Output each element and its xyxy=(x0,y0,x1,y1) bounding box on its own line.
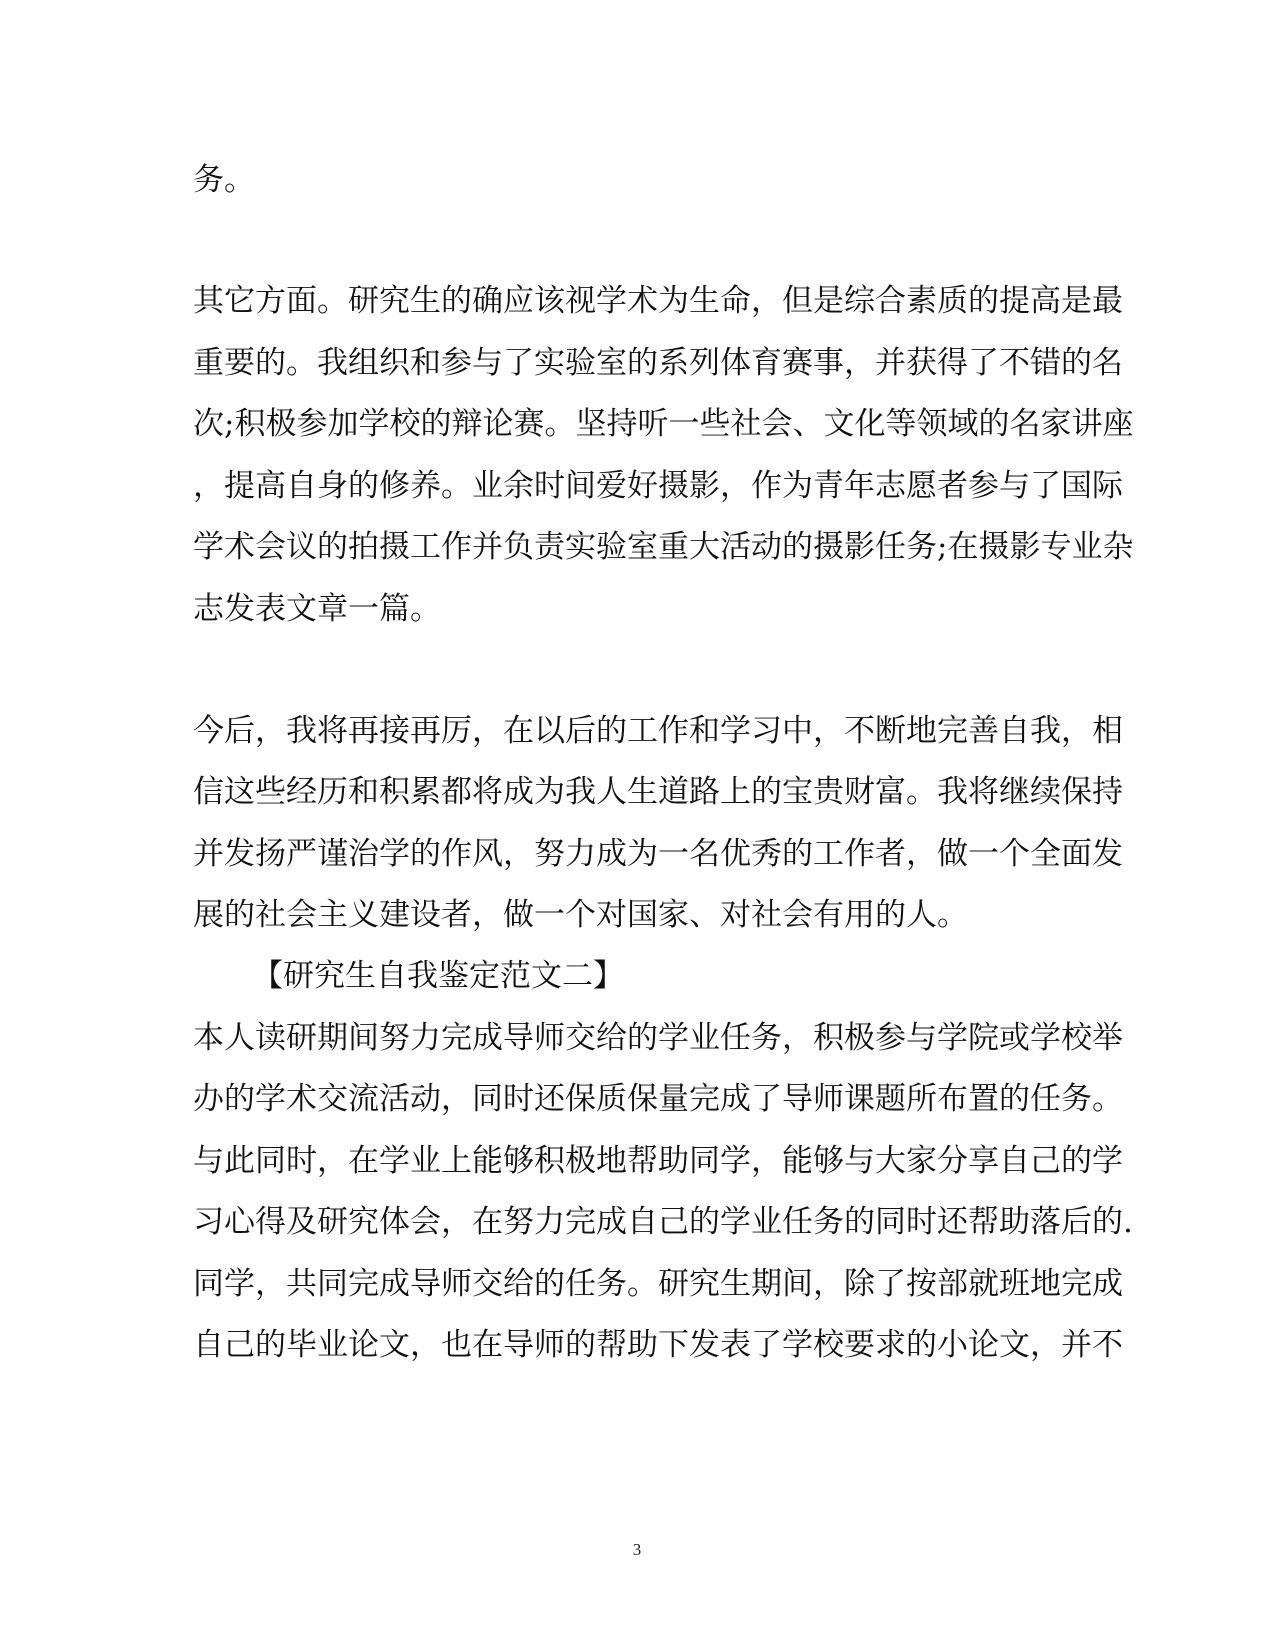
text-line: 次;积极参加学校的辩论赛。坚持听一些社会、文化等领域的名家讲座 xyxy=(193,406,1134,442)
text-line: ，提高自身的修养。业余时间爱好摄影，作为青年志愿者参与了国际 xyxy=(193,468,1123,504)
text-line: 本人读研期间努力完成导师交给的学业任务，积极参与学院或学校举 xyxy=(193,1020,1123,1056)
section-heading: 【研究生自我鉴定范文二】 xyxy=(252,958,624,994)
text-line: 其它方面。研究生的确应该视学术为生命，但是综合素质的提高是最 xyxy=(193,283,1123,319)
text-line: 学术会议的拍摄工作并负责实验室重大活动的摄影任务;在摄影专业杂 xyxy=(193,529,1134,565)
text-line: 信这些经历和积累都将成为我人生道路上的宝贵财富。我将继续保持 xyxy=(193,774,1123,810)
text-line: 展的社会主义建设者，做一个对国家、对社会有用的人。 xyxy=(193,897,968,933)
text-line: 重要的。我组织和参与了实验室的系列体育赛事，并获得了不错的名 xyxy=(193,345,1123,381)
page-number: 3 xyxy=(632,1540,642,1559)
text-line: 并发扬严谨治学的作风，努力成为一名优秀的工作者，做一个全面发 xyxy=(193,836,1123,872)
text-line: 务。 xyxy=(193,162,255,198)
text-line: 今后，我将再接再厉，在以后的工作和学习中，不断地完善自我，相 xyxy=(193,713,1123,749)
text-line: 习心得及研究体会，在努力完成自己的学业任务的同时还帮助落后的. xyxy=(193,1204,1133,1240)
text-line: 办的学术交流活动，同时还保质保量完成了导师课题所布置的任务。 xyxy=(193,1081,1123,1117)
text-line: 志发表文章一篇。 xyxy=(193,591,441,627)
text-line: 与此同时，在学业上能够积极地帮助同学，能够与大家分享自己的学 xyxy=(193,1143,1123,1179)
text-line: 自己的毕业论文，也在导师的帮助下发表了学校要求的小论文，并不 xyxy=(193,1327,1123,1363)
text-line: 同学，共同完成导师交给的任务。研究生期间，除了按部就班地完成 xyxy=(193,1266,1123,1302)
